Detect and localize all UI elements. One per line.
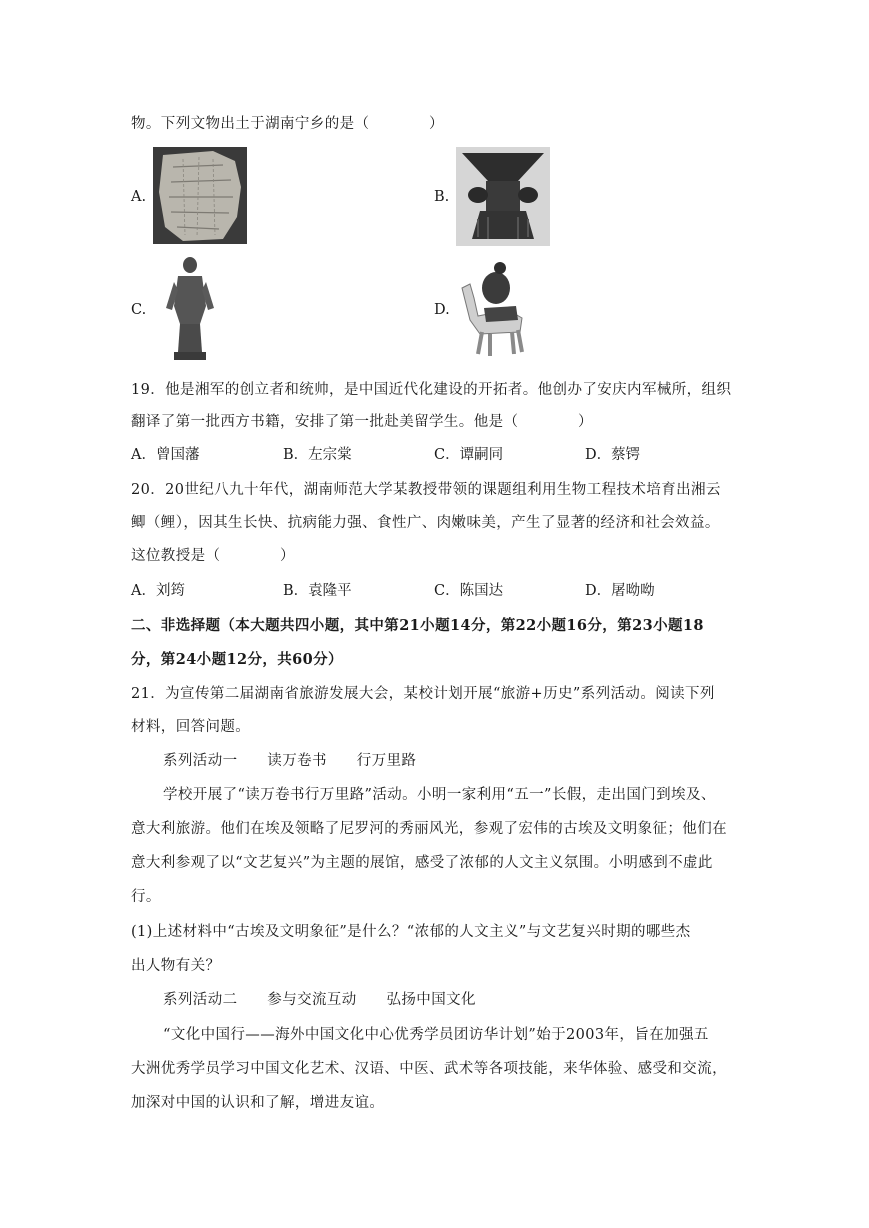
q21-para-2-line-2: 大洲优秀学员学习中国文化艺术、汉语、中医、武术等各项技能，来华体验、感受和交流， <box>131 1061 727 1077</box>
q19-line-2: 翻译了第一批西方书籍，安排了第一批赴美留学生。他是（ ） <box>131 414 593 430</box>
q21-para-1-line-3: 意大利参观了以“文艺复兴”为主题的展馆，感受了浓郁的人文主义氛围。小明感到不虚此 <box>131 855 713 871</box>
q21-line-2: 材料，回答问题。 <box>131 719 251 735</box>
q18-option-a-label: A. <box>131 189 147 205</box>
q18-option-c-label: C. <box>131 302 147 318</box>
q20-option-a: A．刘筠 <box>131 583 185 599</box>
q21-line-1: 21．为宣传第二届湖南省旅游发展大会，某校计划开展“旅游+历史”系列活动。阅读下列 <box>131 686 715 702</box>
q21-sub-question-1-line-2: 出人物有关？ <box>131 958 221 974</box>
q21-para-1-line-2: 意大利旅游。他们在埃及领略了尼罗河的秀丽风光，参观了宏伟的古埃及文明象征；他们在 <box>131 821 727 837</box>
q19-option-b: B．左宗棠 <box>283 447 352 463</box>
q20-option-d: D．屠呦呦 <box>585 583 655 599</box>
terracotta-warrior-image <box>160 254 220 362</box>
q20-option-c: C．陈国达 <box>434 583 504 599</box>
q21-para-2-line-3: 加深对中国的认识和了解，增进友谊。 <box>131 1095 385 1111</box>
q21-para-2-line-1: “文化中国行——海外中国文化中心优秀学员团访华计划”始于2003年，旨在加强五 <box>163 1027 709 1043</box>
q21-activity-1-heading: 系列活动一 读万卷书 行万里路 <box>163 753 417 769</box>
q19-option-d: D．蔡锷 <box>585 447 641 463</box>
section-2-heading-line-2: 分，第24小题12分，共60分） <box>131 651 343 668</box>
q18-option-d-label: D. <box>434 302 450 318</box>
q19-option-a: A．曾国藩 <box>131 447 200 463</box>
section-2-heading-line-1: 二、非选择题（本大题共四小题，其中第21小题14分，第22小题16分，第23小题18 <box>131 617 704 634</box>
q21-para-1-line-1: 学校开展了“读万卷书行万里路”活动。小明一家利用“五一”长假，走出国门到埃及、 <box>163 787 716 803</box>
q19-line-1: 19．他是湘军的创立者和统帅，是中国近代化建设的开拓者。他创办了安庆内军械所，组织 <box>131 382 732 398</box>
q21-para-1-line-4: 行。 <box>131 889 161 905</box>
tri-colored-camel-image <box>456 258 530 360</box>
oracle-bone-image <box>153 147 247 244</box>
q20-line-3: 这位教授是（ ） <box>131 548 295 564</box>
q21-activity-2-heading: 系列活动二 参与交流互动 弘扬中国文化 <box>163 992 476 1008</box>
q20-line-2: 鲫（鲤），因其生长快、抗病能力强、食性广、肉嫩味美，产生了显著的经济和社会效益。 <box>131 515 720 531</box>
q19-option-c: C．谭嗣同 <box>434 447 504 463</box>
four-ram-zun-image <box>456 147 550 246</box>
q20-line-1: 20．20世纪八九十年代，湖南师范大学某教授带领的课题组利用生物工程技术培育出湘云 <box>131 482 721 498</box>
q18-option-b-label: B. <box>434 189 450 205</box>
q21-sub-question-1-line-1: (1)上述材料中“古埃及文明象征”是什么？“浓郁的人文主义”与文艺复兴时期的哪些杰 <box>131 924 691 940</box>
q20-option-b: B．袁隆平 <box>283 583 352 599</box>
q18-stem-tail: 物。下列文物出土于湖南宁乡的是（ ） <box>131 116 444 132</box>
